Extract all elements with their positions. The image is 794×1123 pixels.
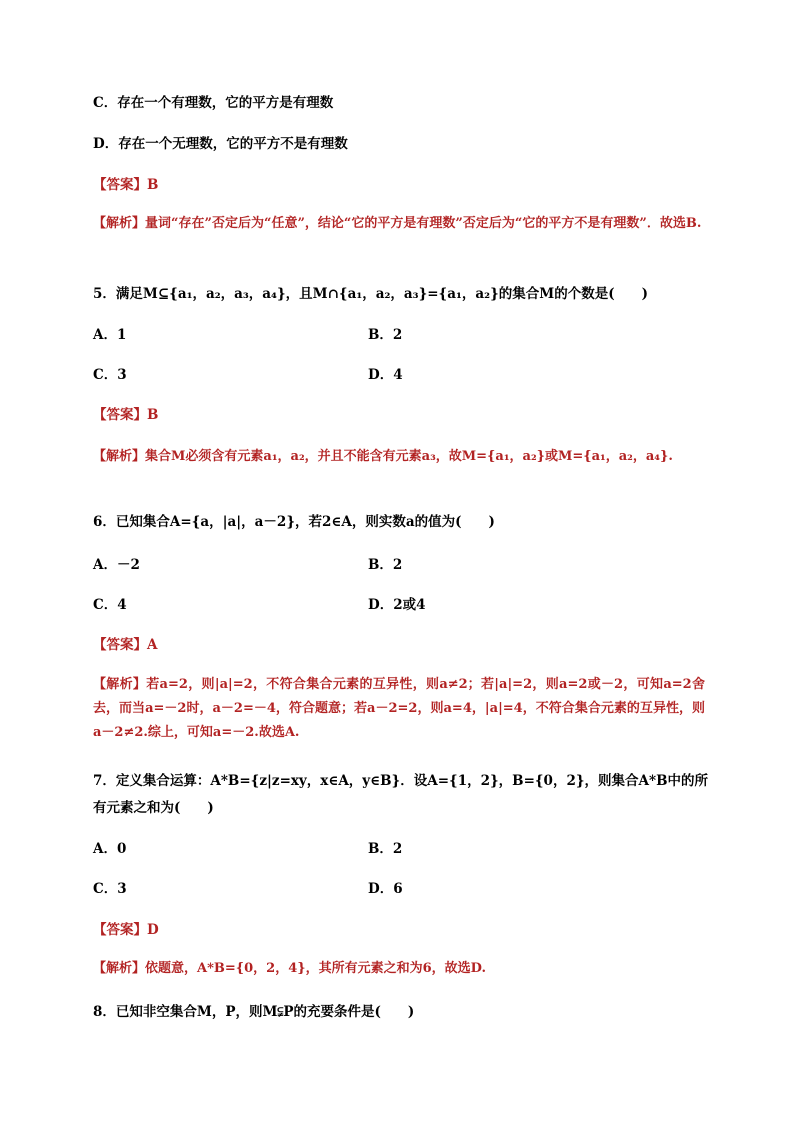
q6-option-a: A．－2 bbox=[93, 557, 140, 573]
q4-option-d: D．存在一个无理数，它的平方不是有理数 bbox=[93, 136, 348, 152]
q6-option-b: B．2 bbox=[368, 557, 403, 573]
q5-answer: 【答案】B bbox=[93, 407, 159, 423]
q7-explanation-text: 依题意，A*B={0，2，4}，其所有元素之和为6，故选D. bbox=[145, 961, 487, 976]
q6-explanation-text: 若a=2，则|a|=2，不符合集合元素的互异性，则a≠2；若|a|=2，则a=2或－2，可知a=2舍去，而当a=－2时，a－2=－4，符合题意；若a－2=2，则a=4，|a|=4，不符合集合元素的互异性，则a－2≠2.综上，可知a=－2.故选A. bbox=[93, 677, 705, 740]
q5-option-d: D．4 bbox=[368, 367, 403, 383]
q5-stem: 5．满足M⊆{a₁，a₂，a₃，a₄}，且M∩{a₁，a₂，a₃}={a₁，a₂}的集合M的个数是( ) bbox=[93, 286, 648, 302]
q6-explanation bbox=[93, 673, 705, 749]
q7-option-b: B．2 bbox=[368, 841, 403, 857]
q4-option-c: C．存在一个有理数，它的平方是有理数 bbox=[93, 95, 334, 111]
q6-option-d: D．2或4 bbox=[368, 597, 426, 613]
q7-stem-line2: 有元素之和为( ) bbox=[93, 800, 214, 816]
q5-option-c: C．3 bbox=[93, 367, 127, 383]
q5-explanation-tag: 【解析】 bbox=[93, 449, 146, 464]
q4-explanation-tag: 【解析】 bbox=[93, 216, 146, 231]
q5-option-b: B．2 bbox=[368, 327, 403, 343]
q5-explanation-text: 集合M必须含有元素a₁，a₂，并且不能含有元素a₃，故M={a₁，a₂}或M={a₁，a₂，a₄}. bbox=[145, 449, 673, 464]
q5-explanation bbox=[93, 445, 705, 495]
q7-answer: 【答案】D bbox=[93, 922, 159, 938]
q4-answer: 【答案】B bbox=[93, 177, 159, 193]
q6-answer: 【答案】A bbox=[93, 637, 158, 653]
q7-stem-line1: 7．定义集合运算：A*B={z|z=xy，x∈A，y∈B}．设A={1，2}，B={0，2}，则集合A*B中的所 bbox=[93, 773, 708, 789]
q4-explanation bbox=[93, 212, 705, 262]
q7-explanation bbox=[93, 957, 705, 983]
q7-option-a: A．0 bbox=[93, 841, 127, 857]
q7-explanation-tag: 【解析】 bbox=[93, 961, 146, 976]
q6-explanation-tag: 【解析】 bbox=[93, 677, 147, 692]
q8-stem: 8．已知非空集合M，P，则M⫋P的充要条件是( ) bbox=[93, 1004, 415, 1020]
q4-explanation-text: 量词“存在”否定后为“任意”，结论“它的平方是有理数”否定后为“它的平方不是有理数”．故选B. bbox=[145, 216, 702, 231]
q5-option-a: A．1 bbox=[93, 327, 127, 343]
q7-option-d: D．6 bbox=[368, 881, 403, 897]
q6-stem: 6．已知集合A={a，|a|，a－2}，若2∈A，则实数a的值为( ) bbox=[93, 514, 495, 530]
q6-option-c: C．4 bbox=[93, 597, 127, 613]
q7-option-c: C．3 bbox=[93, 881, 127, 897]
